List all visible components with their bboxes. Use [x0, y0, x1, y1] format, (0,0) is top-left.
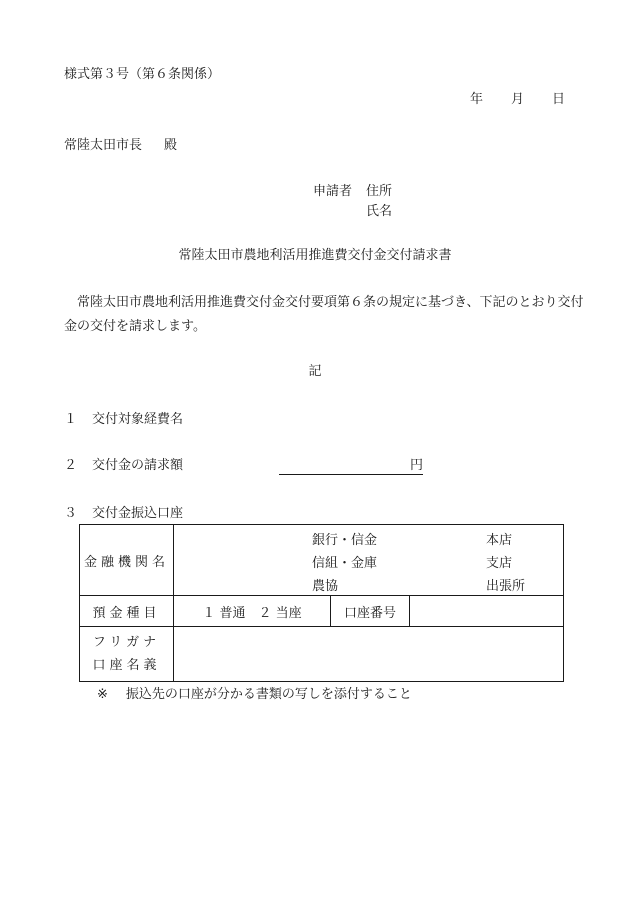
institution-label-cell	[80, 525, 174, 596]
deposit-options-cell[interactable]	[174, 596, 331, 627]
applicant-address-label: 住所	[366, 184, 393, 199]
institution-cell[interactable]	[174, 525, 564, 596]
applicant-name-label: 氏名	[366, 204, 393, 219]
note-text: 振込先の口座が分かる書類の写しを添付すること	[125, 687, 412, 702]
account-number-label: 口座番号	[343, 605, 396, 621]
institution-row	[80, 525, 564, 596]
item-label: 交付対象経費名	[92, 412, 184, 427]
account-number-label-cell	[331, 596, 410, 627]
ki-heading: 記	[308, 364, 322, 379]
item-label: 交付金振込口座	[92, 506, 184, 521]
date-month-label: 月	[511, 92, 525, 107]
item-number: ３	[64, 506, 78, 521]
date-day-label: 日	[552, 92, 566, 107]
institution-type-bank: 銀行・信金	[312, 533, 378, 548]
branch-type-branch: 支店	[486, 556, 513, 571]
branch-type-office: 出張所	[486, 579, 526, 594]
bank-account-table	[79, 524, 564, 682]
addressee-name: 常陸太田市長	[64, 138, 143, 153]
item-number: １	[64, 412, 78, 427]
addressee-honorific: 殿	[164, 138, 178, 153]
applicant-label: 申請者	[313, 184, 353, 199]
addressee	[64, 137, 177, 155]
deposit-options: １ 普通 ２ 当座	[202, 605, 302, 621]
account-name-input[interactable]	[174, 627, 564, 682]
form-number: 様式第３号（第６条関係）	[64, 67, 221, 82]
item-label: 交付金の請求額	[92, 458, 184, 473]
note-mark: ※	[97, 687, 108, 702]
item-number: ２	[64, 458, 78, 473]
account-name-label: 口座名義	[92, 658, 161, 673]
deposit-type-label: 預金種目	[92, 605, 161, 621]
date-year-label: 年	[470, 92, 484, 107]
request-body-text: 常陸太田市農地利活用推進費交付金交付要項第６条の規定に基づき、下記のとおり交付金の交付を請求します。	[64, 295, 584, 334]
item-expense-name	[64, 411, 183, 429]
account-name-label-cell	[80, 627, 174, 682]
document-title: 常陸太田市農地利活用推進費交付金交付請求書	[178, 248, 452, 263]
item-bank-account	[64, 505, 183, 523]
item-request-amount	[64, 457, 183, 475]
branch-type-main: 本店	[486, 533, 513, 548]
institution-label: 金融機関名	[83, 554, 169, 570]
attachment-note	[97, 686, 412, 704]
request-body	[64, 291, 584, 339]
amount-unit: 円	[409, 458, 423, 473]
account-number-input[interactable]	[410, 596, 564, 627]
deposit-type-label-cell	[80, 596, 174, 627]
date-line	[470, 91, 565, 109]
institution-type-credit: 信組・金庫	[312, 556, 378, 571]
deposit-row	[80, 596, 564, 627]
furigana-label: フリガナ	[92, 635, 161, 650]
amount-field[interactable]	[279, 457, 423, 475]
institution-type-ja: 農協	[312, 579, 339, 594]
account-name-row	[80, 627, 564, 682]
